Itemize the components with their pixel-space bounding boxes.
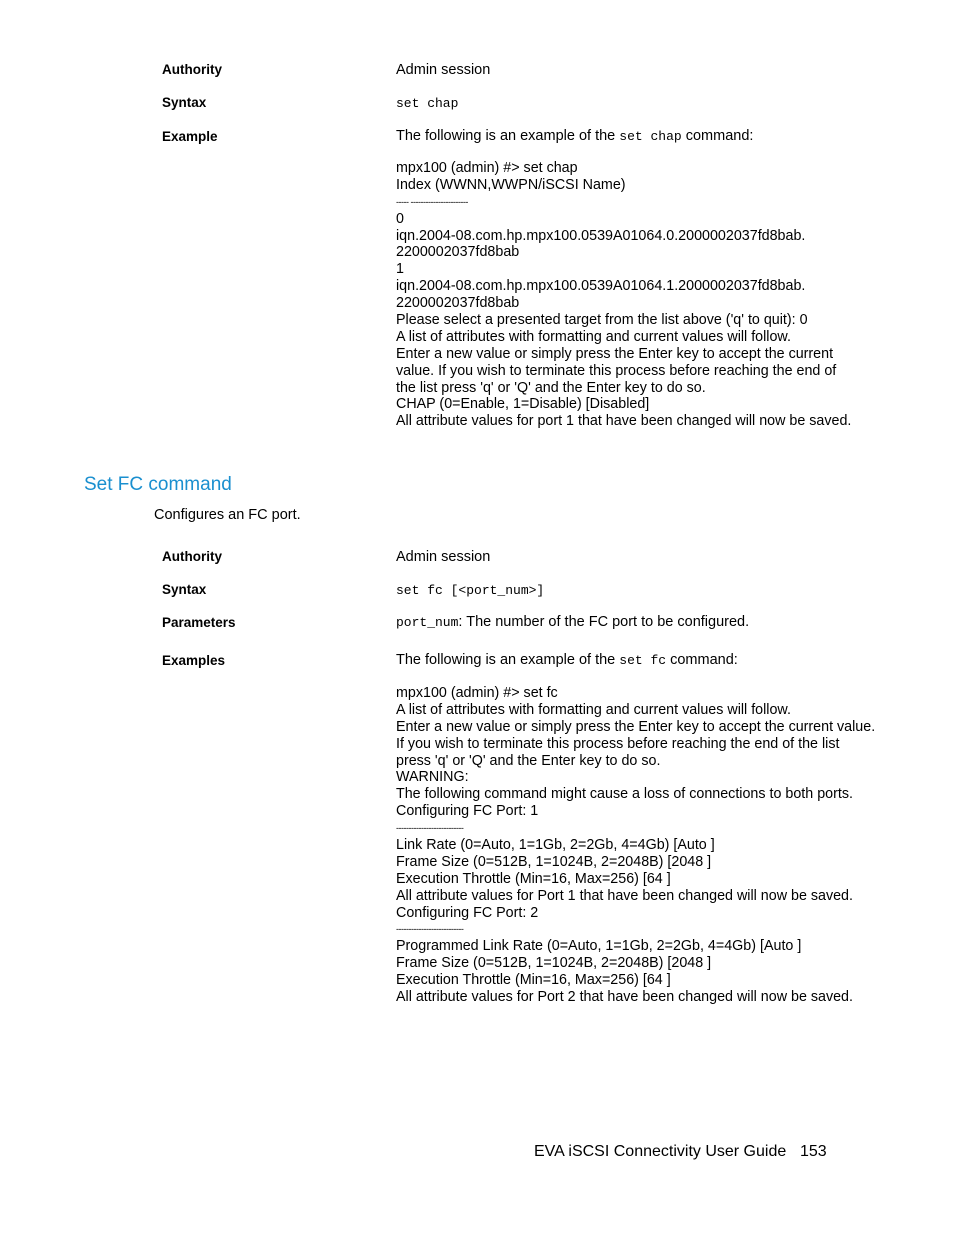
output-line: Programmed Link Rate (0=Auto, 1=1Gb, 2=2Gb, 4=4Gb) [Auto ]: [396, 938, 802, 955]
examples-intro-post: command:: [666, 652, 738, 668]
example-intro-code: set chap: [619, 129, 682, 144]
output-line: iqn.2004-08.com.hp.mpx100.0539A01064.1.2000002037fd8bab.: [396, 278, 806, 295]
output-line: WARNING:: [396, 769, 469, 786]
output-line: Configuring FC Port: 2: [396, 904, 539, 921]
examples-label: Examples: [162, 653, 226, 668]
example-intro: [396, 128, 753, 144]
output-line: press 'q' or 'Q' and the Enter key to do so.: [396, 752, 661, 769]
output-line: 2200002037fd8bab: [396, 244, 520, 261]
output-line: the list press 'q' or 'Q' and the Enter key to do so.: [396, 379, 706, 396]
parameter-description: [396, 614, 749, 630]
syntax-label: Syntax: [162, 95, 207, 110]
output-line: ---------------------------: [396, 823, 464, 834]
output-line: A list of attributes with formatting and current values will follow.: [396, 328, 791, 345]
authority-value: Admin session: [396, 549, 491, 565]
output-line: value. If you wish to terminate this process before reaching the end of: [396, 362, 837, 379]
output-line: Frame Size (0=512B, 1=1024B, 2=2048B) [2048 ]: [396, 955, 712, 972]
examples-intro: [396, 652, 738, 668]
output-line: Enter a new value or simply press the Enter key to accept the current value.: [396, 718, 876, 735]
chap-example-output: [396, 160, 851, 430]
output-line: mpx100 (admin) #> set chap: [396, 160, 578, 176]
example-intro-post: command:: [681, 128, 754, 144]
page-number: 153: [800, 1143, 827, 1160]
output-line: Enter a new value or simply press the Enter key to accept the current: [396, 345, 834, 362]
authority-value: Admin session: [396, 62, 491, 78]
section-heading: Set FC command: [84, 474, 232, 495]
output-line: Configuring FC Port: 1: [396, 803, 539, 820]
syntax-value: set fc [<port_num>]: [396, 583, 545, 598]
output-line: All attribute values for Port 1 that have been changed will now be saved.: [396, 887, 853, 904]
syntax-value: set chap: [396, 96, 459, 111]
output-line: ---------------------------: [396, 924, 464, 935]
output-line: mpx100 (admin) #> set fc: [396, 685, 558, 701]
output-line: Index (WWNN,WWPN/iSCSI Name): [396, 176, 626, 193]
output-line: ----- -----------------------: [396, 196, 468, 207]
output-line: If you wish to terminate this process before reaching the end of the list: [396, 735, 840, 752]
output-line: CHAP (0=Enable, 1=Disable) [Disabled]: [396, 396, 650, 413]
fc-example-output: [396, 685, 875, 1006]
examples-intro-pre: The following is an example of the: [396, 652, 620, 668]
output-line: Please select a presented target from the list above ('q' to quit): 0: [396, 312, 808, 329]
output-line: A list of attributes with formatting and current values will follow.: [396, 701, 791, 718]
output-line: Execution Throttle (Min=16, Max=256) [64 ]: [396, 870, 671, 887]
output-line: 1: [396, 261, 404, 278]
output-line: iqn.2004-08.com.hp.mpx100.0539A01064.0.2000002037fd8bab.: [396, 227, 806, 244]
output-line: Execution Throttle (Min=16, Max=256) [64 ]: [396, 972, 671, 989]
example-intro-pre: The following is an example of the: [396, 128, 620, 144]
output-line: Frame Size (0=512B, 1=1024B, 2=2048B) [2048 ]: [396, 853, 712, 870]
param-code: port_num: [396, 615, 459, 630]
output-line: 0: [396, 210, 404, 227]
example-label: Example: [162, 129, 218, 144]
authority-label: Authority: [162, 549, 222, 564]
syntax-label: Syntax: [162, 582, 207, 597]
footer-title: EVA iSCSI Connectivity User Guide: [534, 1143, 787, 1160]
examples-intro-code: set fc: [619, 653, 667, 668]
authority-label: Authority: [162, 62, 222, 77]
output-line: All attribute values for Port 2 that have been changed will now be saved.: [396, 989, 853, 1006]
output-line: All attribute values for port 1 that have been changed will now be saved.: [396, 413, 852, 430]
parameters-label: Parameters: [162, 615, 236, 630]
output-line: Link Rate (0=Auto, 1=1Gb, 2=2Gb, 4=4Gb) [Auto ]: [396, 837, 715, 854]
output-line: 2200002037fd8bab: [396, 295, 520, 312]
output-line: The following command might cause a loss of connections to both ports.: [396, 786, 853, 803]
section-intro: Configures an FC port.: [154, 507, 301, 523]
param-desc: : The number of the FC port to be configured.: [458, 614, 750, 630]
